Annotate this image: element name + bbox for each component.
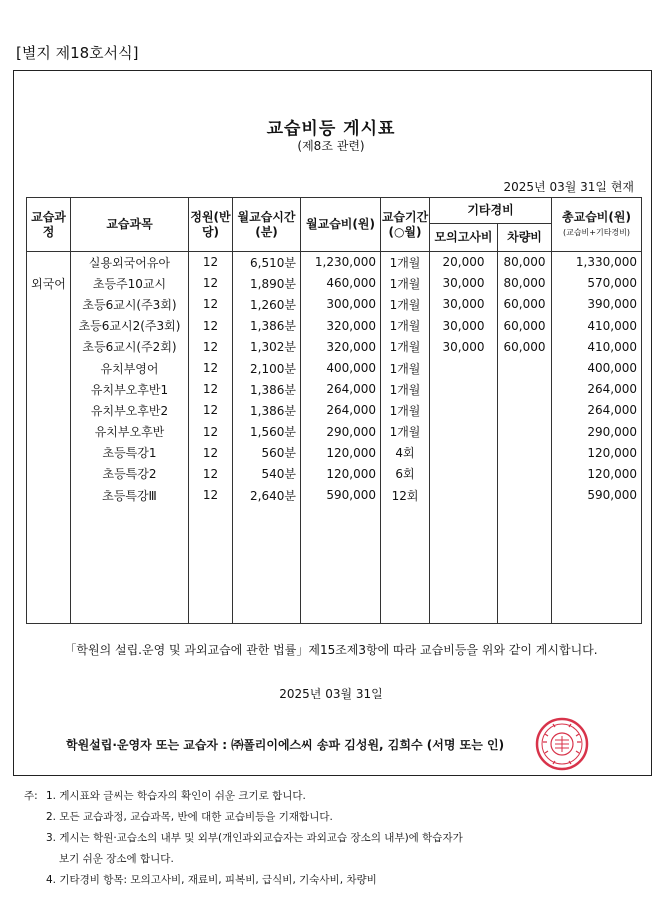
cell-fee: 320,000 <box>301 336 381 357</box>
cell-period: 4회 <box>381 442 430 463</box>
cell-fee: 460,000 <box>301 273 381 294</box>
empty-cell <box>381 506 430 624</box>
notes <box>24 786 463 891</box>
cell-capacity: 12 <box>189 252 233 273</box>
cell-course: 초등6교시(주3회) <box>71 294 189 315</box>
cell-course: 실용외국어유아 <box>71 252 189 273</box>
operator-label: 학원설립·운영자 또는 교습자 : <box>66 738 227 752</box>
cell-mock-exam: 20,000 <box>430 252 498 273</box>
fee-table <box>26 197 642 624</box>
cell-course: 유치부오후반2 <box>71 400 189 421</box>
form-label: [별지 제18호서식] <box>16 44 139 62</box>
cell-vehicle: 80,000 <box>498 273 552 294</box>
cell-capacity: 12 <box>189 273 233 294</box>
cell-mock-exam: 30,000 <box>430 273 498 294</box>
cell-vehicle <box>498 442 552 463</box>
cell-vehicle <box>498 463 552 484</box>
cell-total: 120,000 <box>552 463 642 484</box>
cell-fee: 590,000 <box>301 485 381 506</box>
cell-capacity: 12 <box>189 442 233 463</box>
header-monthly-hours: 월교습시간(분) <box>233 198 301 252</box>
cell-vehicle <box>498 485 552 506</box>
cell-mock-exam <box>430 379 498 400</box>
cell-course-group <box>27 294 71 315</box>
cell-course-group <box>27 485 71 506</box>
header-total-label: 총교습비(원) <box>562 209 631 224</box>
cell-period: 1개월 <box>381 421 430 442</box>
cell-course: 초등특강1 <box>71 442 189 463</box>
table-row <box>27 400 642 421</box>
cell-mock-exam <box>430 485 498 506</box>
cell-course: 초등특강2 <box>71 463 189 484</box>
cell-vehicle: 60,000 <box>498 336 552 357</box>
table-row <box>27 294 642 315</box>
cell-capacity: 12 <box>189 463 233 484</box>
table-row <box>27 379 642 400</box>
header-vehicle: 차량비 <box>498 224 552 252</box>
cell-course-group <box>27 315 71 336</box>
cell-course: 초등6교시2(주3회) <box>71 315 189 336</box>
notes-prefix: 주: <box>24 790 38 802</box>
cell-total: 400,000 <box>552 357 642 378</box>
table-row <box>27 442 642 463</box>
table-row <box>27 485 642 506</box>
cell-period: 12회 <box>381 485 430 506</box>
cell-hours: 540분 <box>233 463 301 484</box>
cell-vehicle: 60,000 <box>498 315 552 336</box>
cell-course-group <box>27 442 71 463</box>
cell-total: 290,000 <box>552 421 642 442</box>
operator-line <box>66 736 504 753</box>
cell-course: 유치부영어 <box>71 357 189 378</box>
cell-period: 1개월 <box>381 252 430 273</box>
table-row <box>27 252 642 273</box>
cell-hours: 2,640분 <box>233 485 301 506</box>
header-other-costs: 기타경비 <box>430 198 552 224</box>
header-mock-exam: 모의고사비 <box>430 224 498 252</box>
cell-hours: 1,890분 <box>233 273 301 294</box>
table-row <box>27 357 642 378</box>
note-item: 3. 게시는 학원·교습소의 내부 및 외부(개인과외교습자는 과외교습 장소의 내부)에 학습자가 <box>46 832 463 844</box>
cell-period: 1개월 <box>381 315 430 336</box>
cell-total: 390,000 <box>552 294 642 315</box>
cell-hours: 1,302분 <box>233 336 301 357</box>
cell-course: 초등6교시(주2회) <box>71 336 189 357</box>
cell-vehicle: 80,000 <box>498 252 552 273</box>
table-row <box>27 421 642 442</box>
cell-mock-exam: 30,000 <box>430 315 498 336</box>
cell-fee: 120,000 <box>301 463 381 484</box>
cell-vehicle <box>498 400 552 421</box>
cell-mock-exam <box>430 442 498 463</box>
header-total-note: (교습비+기타경비) <box>562 227 631 237</box>
header-course-group: 교습과정 <box>27 198 71 252</box>
cell-period: 1개월 <box>381 336 430 357</box>
page-subtitle: (제8조 관련) <box>297 139 365 153</box>
note-item: 보기 쉬운 장소에 합니다. <box>59 853 174 865</box>
cell-mock-exam: 30,000 <box>430 336 498 357</box>
cell-period: 1개월 <box>381 357 430 378</box>
cell-course: 초등주10교시 <box>71 273 189 294</box>
cell-total: 590,000 <box>552 485 642 506</box>
empty-cell <box>552 506 642 624</box>
header-period: 교습기간(○월) <box>381 198 430 252</box>
cell-mock-exam: 30,000 <box>430 294 498 315</box>
empty-cell <box>189 506 233 624</box>
cell-total: 410,000 <box>552 336 642 357</box>
signing-date: 2025년 03월 31일 <box>279 687 383 701</box>
note-item: 2. 모든 교습과정, 교습과목, 반에 대한 교습비등을 기재합니다. <box>46 811 333 823</box>
cell-period: 6회 <box>381 463 430 484</box>
cell-course: 초등특강Ⅲ <box>71 485 189 506</box>
cell-course-group <box>27 252 71 273</box>
cell-course-group <box>27 357 71 378</box>
header-total <box>552 198 642 252</box>
cell-fee: 1,230,000 <box>301 252 381 273</box>
cell-capacity: 12 <box>189 294 233 315</box>
cell-fee: 320,000 <box>301 315 381 336</box>
table-row <box>27 273 642 294</box>
cell-fee: 400,000 <box>301 357 381 378</box>
cell-period: 1개월 <box>381 294 430 315</box>
cell-capacity: 12 <box>189 421 233 442</box>
as-of-date: 2025년 03월 31일 현재 <box>503 180 634 194</box>
empty-cell <box>498 506 552 624</box>
cell-total: 410,000 <box>552 315 642 336</box>
cell-total: 1,330,000 <box>552 252 642 273</box>
cell-hours: 560분 <box>233 442 301 463</box>
cell-period: 1개월 <box>381 400 430 421</box>
cell-mock-exam <box>430 463 498 484</box>
cell-mock-exam <box>430 357 498 378</box>
page-title: 교습비등 게시표 <box>266 119 396 139</box>
cell-mock-exam <box>430 400 498 421</box>
cell-fee: 264,000 <box>301 379 381 400</box>
header-capacity: 정원(반당) <box>189 198 233 252</box>
note-item: 1. 게시표와 글씨는 학습자의 확인이 쉬운 크기로 합니다. <box>46 790 306 802</box>
cell-period: 1개월 <box>381 379 430 400</box>
cell-course-group <box>27 400 71 421</box>
header-monthly-fee: 월교습비(원) <box>301 198 381 252</box>
cell-vehicle <box>498 357 552 378</box>
cell-capacity: 12 <box>189 485 233 506</box>
empty-cell <box>233 506 301 624</box>
cell-hours: 1,386분 <box>233 315 301 336</box>
cell-fee: 264,000 <box>301 400 381 421</box>
table-filler-row <box>27 506 642 624</box>
table-row <box>27 336 642 357</box>
cell-hours: 1,386분 <box>233 400 301 421</box>
posting-statement: 「학원의 설립.운영 및 과외교습에 관한 법률」제15조제3항에 따라 교습비등을 위와 같이 게시합니다. <box>64 643 598 657</box>
cell-fee: 290,000 <box>301 421 381 442</box>
cell-course-group <box>27 379 71 400</box>
cell-capacity: 12 <box>189 336 233 357</box>
empty-cell <box>430 506 498 624</box>
empty-cell <box>71 506 189 624</box>
cell-course: 유치부오후반1 <box>71 379 189 400</box>
cell-mock-exam <box>430 421 498 442</box>
header-course: 교습과목 <box>71 198 189 252</box>
cell-course-group <box>27 421 71 442</box>
cell-fee: 120,000 <box>301 442 381 463</box>
company-seal <box>535 716 589 772</box>
cell-course-group <box>27 336 71 357</box>
cell-hours: 6,510분 <box>233 252 301 273</box>
cell-total: 120,000 <box>552 442 642 463</box>
cell-capacity: 12 <box>189 400 233 421</box>
cell-period: 1개월 <box>381 273 430 294</box>
cell-fee: 300,000 <box>301 294 381 315</box>
table-row <box>27 463 642 484</box>
cell-hours: 1,260분 <box>233 294 301 315</box>
cell-course-group <box>27 463 71 484</box>
note-item: 4. 기타경비 항목: 모의고사비, 재료비, 피복비, 급식비, 기숙사비, 차량비 <box>46 874 377 886</box>
cell-course-group: 외국어 <box>27 273 71 294</box>
cell-vehicle: 60,000 <box>498 294 552 315</box>
empty-cell <box>27 506 71 624</box>
empty-cell <box>301 506 381 624</box>
operator-name: ㈜폴리이에스씨 송파 김성원, 김희수 <box>231 738 423 752</box>
cell-total: 570,000 <box>552 273 642 294</box>
cell-vehicle <box>498 379 552 400</box>
cell-total: 264,000 <box>552 400 642 421</box>
cell-capacity: 12 <box>189 357 233 378</box>
cell-capacity: 12 <box>189 379 233 400</box>
operator-sign: (서명 또는 인) <box>426 738 505 752</box>
cell-hours: 1,560분 <box>233 421 301 442</box>
cell-total: 264,000 <box>552 379 642 400</box>
cell-hours: 2,100분 <box>233 357 301 378</box>
cell-hours: 1,386분 <box>233 379 301 400</box>
cell-course: 유치부오후반 <box>71 421 189 442</box>
cell-vehicle <box>498 421 552 442</box>
table-row <box>27 315 642 336</box>
cell-capacity: 12 <box>189 315 233 336</box>
